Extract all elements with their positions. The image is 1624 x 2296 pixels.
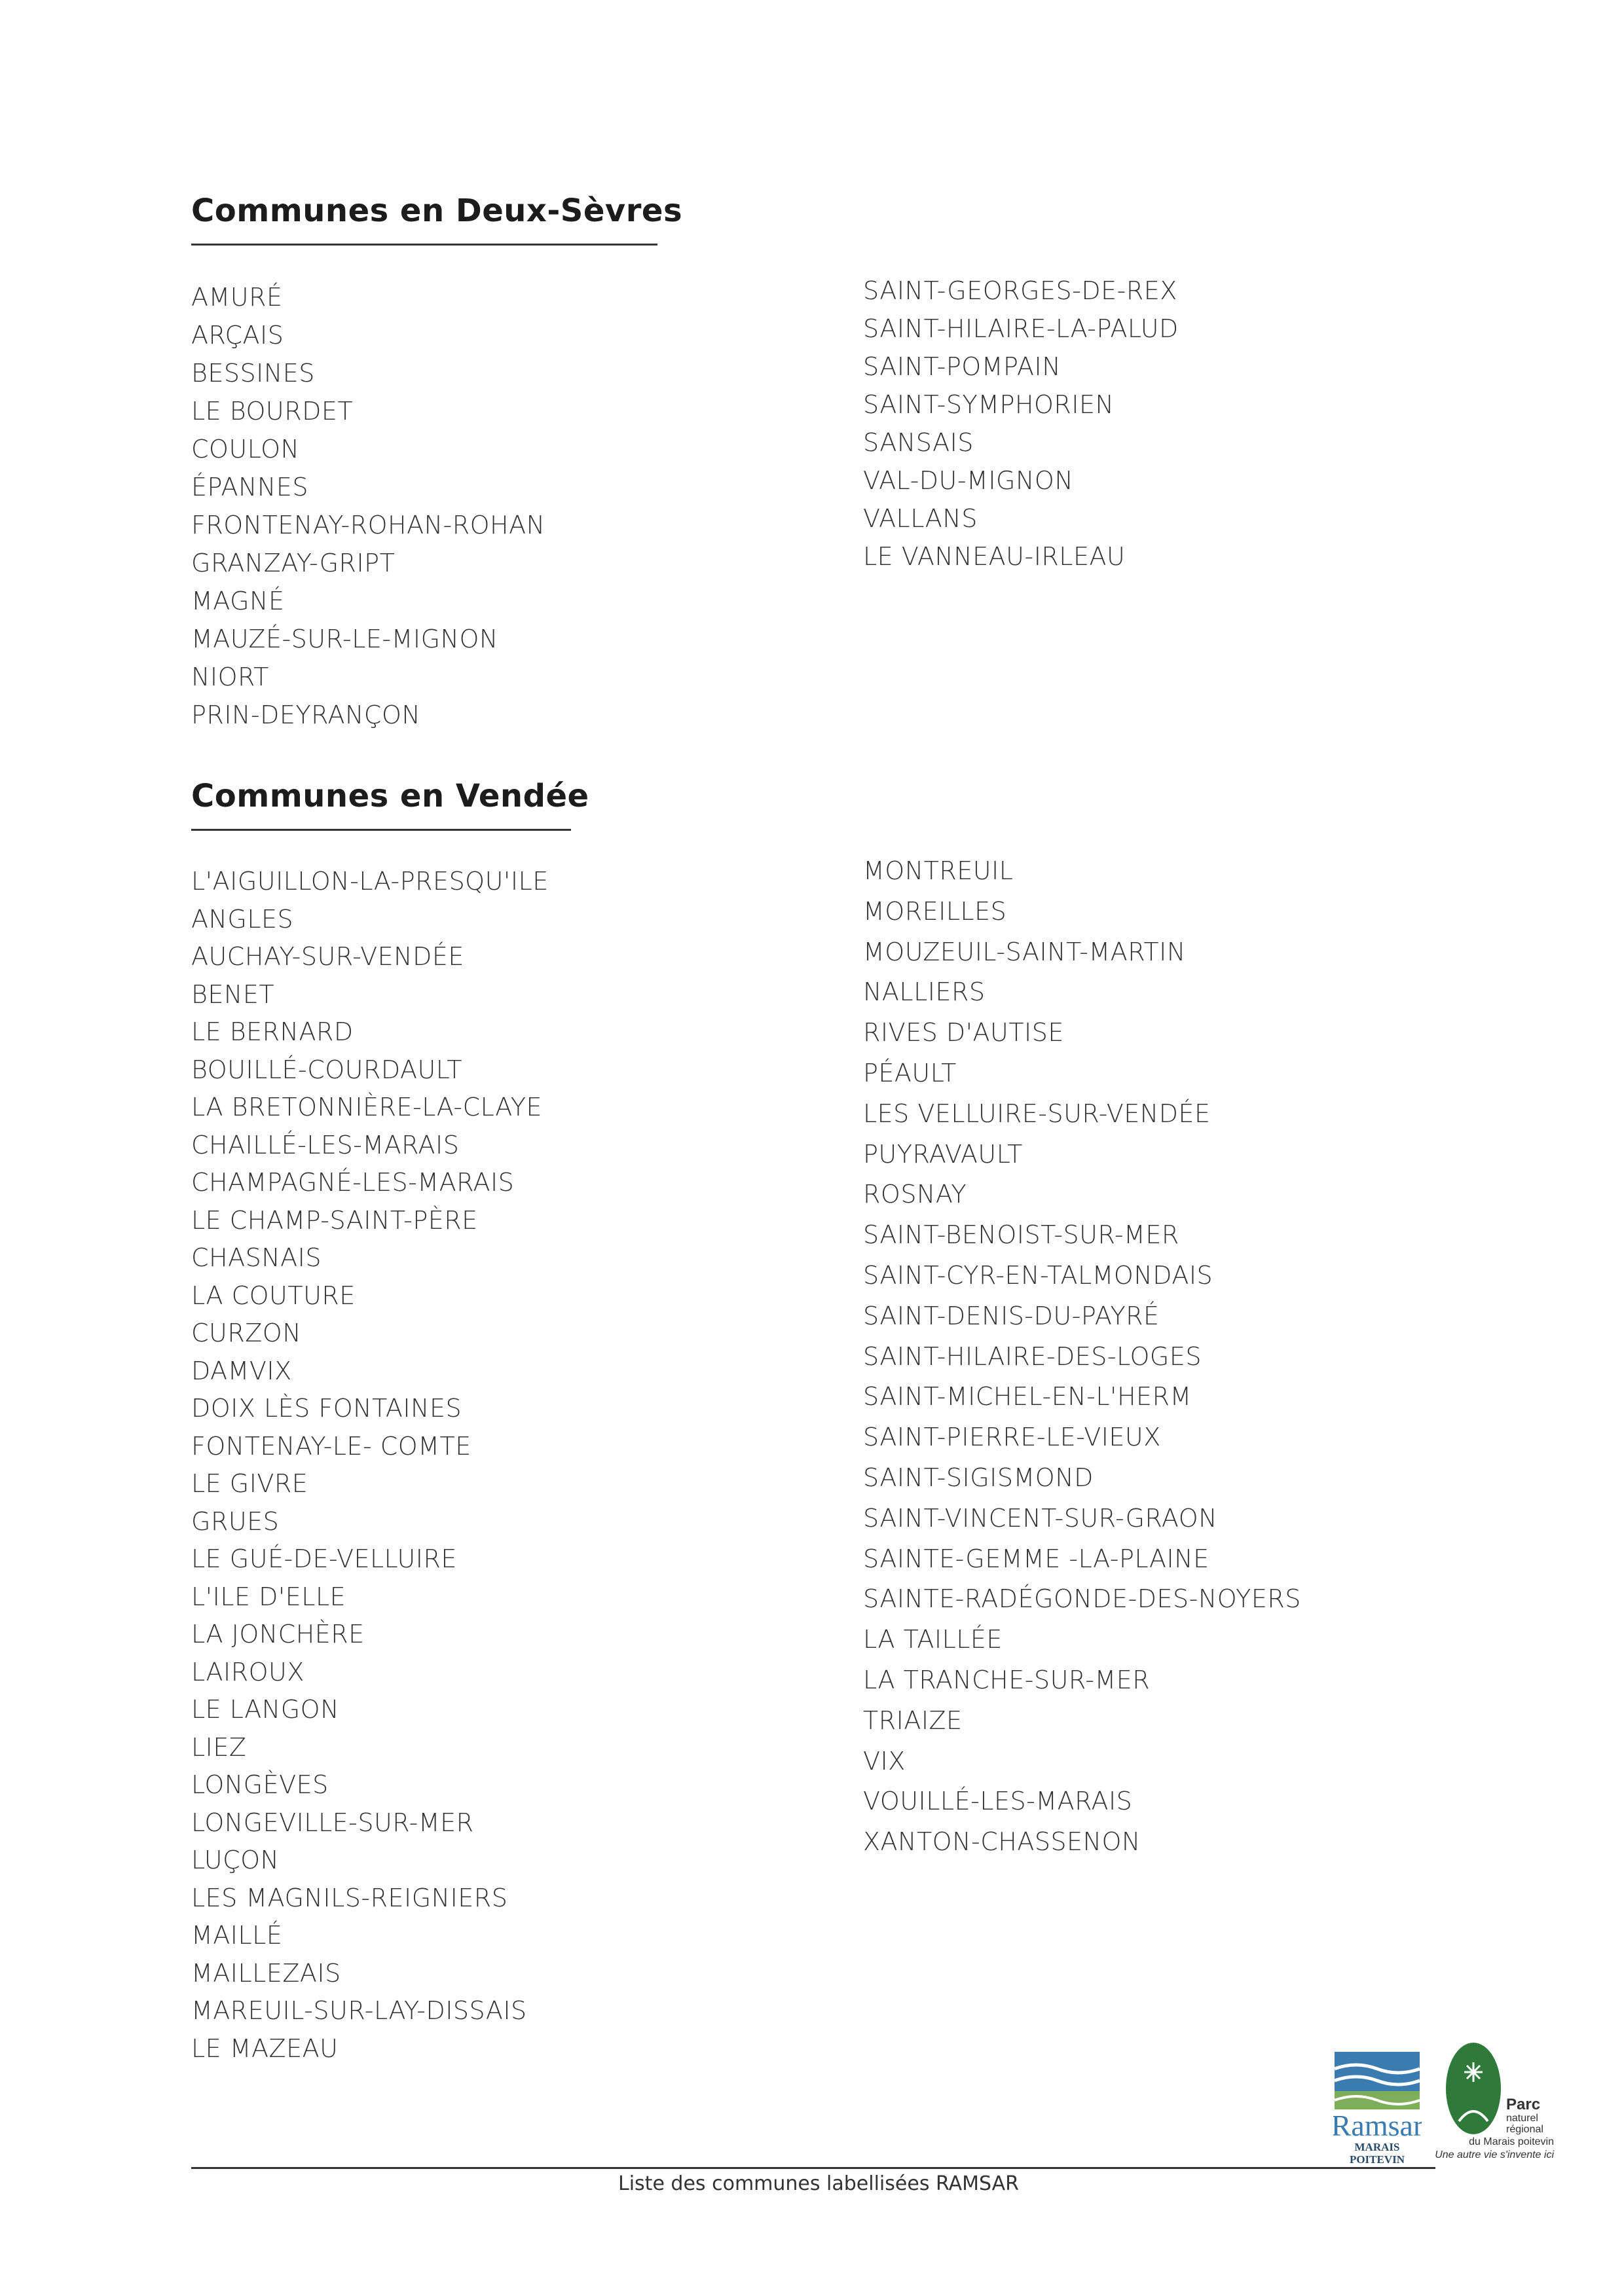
commune-item: ARÇAIS [191,321,284,350]
commune-item: SAINT-HILAIRE-DES-LOGES [863,1341,1202,1371]
commune-item: MONTREUIL [863,856,1014,885]
commune-item: LE BERNARD [191,1017,354,1046]
commune-item: PRIN-DEYRANÇON [191,701,421,729]
commune-item: RIVES D'AUTISE [863,1018,1064,1048]
commune-item: BENET [191,979,275,1009]
commune-item: LIEZ [191,1732,247,1762]
parc-logo-line2: naturel [1506,2113,1538,2124]
commune-item: LE BOURDET [191,397,354,426]
commune-item: SAINTE-GEMME -LA-PLAINE [863,1544,1209,1573]
commune-item: SAINT-CYR-EN-TALMONDAIS [863,1260,1213,1290]
commune-item: SAINT-BENOIST-SUR-MER [863,1220,1179,1250]
commune-item: MOREILLES [863,896,1007,926]
commune-item: ANGLES [191,904,294,934]
section-underline [191,829,571,831]
commune-item: LES VELLUIRE-SUR-VENDÉE [863,1099,1211,1128]
commune-item: NIORT [191,663,269,691]
commune-item: MAREUIL-SUR-LAY-DISSAIS [191,1996,527,2025]
commune-item: PÉAULT [863,1058,957,1087]
commune-item: LUÇON [191,1846,280,1874]
commune-item: MAUZÉ-SUR-LE-MIGNON [191,625,498,653]
commune-item: SAINTE-RADÉGONDE-DES-NOYERS [863,1584,1301,1614]
commune-item: TRIAIZE [863,1705,963,1735]
commune-item: SAINT-POMPAIN [863,352,1061,381]
commune-item: VOUILLÉ-LES-MARAIS [863,1787,1133,1816]
commune-item: LA BRETONNIÈRE-LA-CLAYE [191,1093,542,1121]
commune-item: LE CHAMP-SAINT-PÈRE [191,1205,478,1235]
commune-item: SAINT-HILAIRE-LA-PALUD [863,314,1179,343]
commune-item: CHASNAIS [191,1243,322,1272]
commune-item: LAIROUX [191,1657,304,1686]
parc-logo-line3: régional [1506,2124,1543,2135]
commune-item: CHAMPAGNÉ-LES-MARAIS [191,1168,515,1197]
ramsar-logo [1333,2049,1422,2167]
commune-item: VALLANS [863,504,978,533]
commune-item: MOUZEUIL-SAINT-MARTIN [863,937,1186,966]
commune-item: LE GIVRE [191,1469,308,1498]
commune-item: CURZON [191,1319,302,1347]
commune-item: AMURÉ [191,283,283,312]
commune-item: FONTENAY-LE- COMTE [191,1431,471,1461]
commune-item: LES MAGNILS-REIGNIERS [191,1883,508,1912]
commune-item: MAGNÉ [191,587,285,615]
commune-item: SAINT-GEORGES-DE-REX [863,276,1177,305]
section-title-vendee: Communes en Vendée [191,778,589,814]
commune-item: SAINT-SIGISMOND [863,1463,1094,1492]
footer-caption: Liste des communes labellisées RAMSAR [618,2172,1019,2195]
commune-item: SANSAIS [863,428,974,457]
commune-item: GRUES [191,1506,280,1536]
commune-item: SAINT-VINCENT-SUR-GRAON [863,1503,1218,1533]
commune-item: BESSINES [191,359,315,388]
parc-logo-line4: du Marais poitevin [1469,2136,1554,2147]
commune-item: L'ILE D'ELLE [191,1582,346,1611]
commune-item: FRONTENAY-ROHAN-ROHAN [191,511,545,539]
commune-list-deux-sevres-right [863,272,1179,575]
commune-item: MAILLÉ [191,1921,283,1950]
commune-item: BOUILLÉ-COURDAULT [191,1055,462,1084]
commune-item: LONGEVILLE-SUR-MER [191,1808,474,1837]
commune-item: CHAILLÉ-LES-MARAIS [191,1130,460,1159]
commune-item: LE GUÉ-DE-VELLUIRE [191,1544,457,1573]
parc-logo-tagline: Une autre vie s'invente ici [1435,2149,1554,2160]
commune-item: VAL-DU-MIGNON [863,466,1074,495]
commune-item: LA COUTURE [191,1281,356,1310]
commune-item: LA TRANCHE-SUR-MER [863,1665,1151,1694]
commune-item: ROSNAY [863,1180,967,1209]
section-underline [191,244,657,246]
ramsar-logo-line1: MARAIS [1354,2141,1400,2153]
parc-naturel-logo [1433,2036,1557,2174]
commune-item: LE LANGON [191,1695,340,1724]
commune-list-deux-sevres-left [191,278,545,734]
commune-item: NALLIERS [863,977,986,1007]
commune-item: XANTON-CHASSENON [863,1827,1141,1857]
commune-list-vendee-left [191,863,549,2068]
commune-item: SAINT-MICHEL-EN-L'HERM [863,1382,1192,1412]
commune-item: COULON [191,435,300,464]
commune-item: DOIX LÈS FONTAINES [191,1394,462,1423]
commune-item: DAMVIX [191,1356,292,1385]
commune-item: LA TAILLÉE [863,1625,1003,1654]
commune-item: ÉPANNES [191,473,308,501]
parc-logo-line1: Parc [1506,2096,1541,2113]
commune-item: LA JONCHÈRE [191,1620,365,1649]
ramsar-logo-line2: POITEVIN [1349,2153,1405,2166]
commune-item: SAINT-PIERRE-LE-VIEUX [863,1423,1161,1452]
commune-item: SAINT-DENIS-DU-PAYRÉ [863,1301,1160,1330]
ramsar-logo-graphic [1333,2049,1422,2167]
parc-naturel-logo-graphic [1433,2036,1557,2174]
commune-item: SAINT-SYMPHORIEN [863,390,1115,419]
commune-item: VIX [863,1746,906,1776]
footer-rule [191,2167,1435,2169]
commune-item: LE VANNEAU-IRLEAU [863,542,1126,571]
commune-item: AUCHAY-SUR-VENDÉE [191,942,464,971]
section-title-deux-sevres: Communes en Deux-Sèvres [191,192,683,229]
commune-item: PUYRAVAULT [863,1139,1023,1169]
commune-item: GRANZAY-GRIPT [191,549,396,577]
commune-list-vendee-right [863,851,1301,1863]
commune-item: LE MAZEAU [191,2033,339,2063]
ramsar-logo-name: Ramsar [1333,2109,1422,2142]
commune-item: L'AIGUILLON-LA-PRESQU'ILE [191,867,549,896]
commune-item: LONGÈVES [191,1770,329,1799]
commune-item: MAILLEZAIS [191,1958,341,1988]
